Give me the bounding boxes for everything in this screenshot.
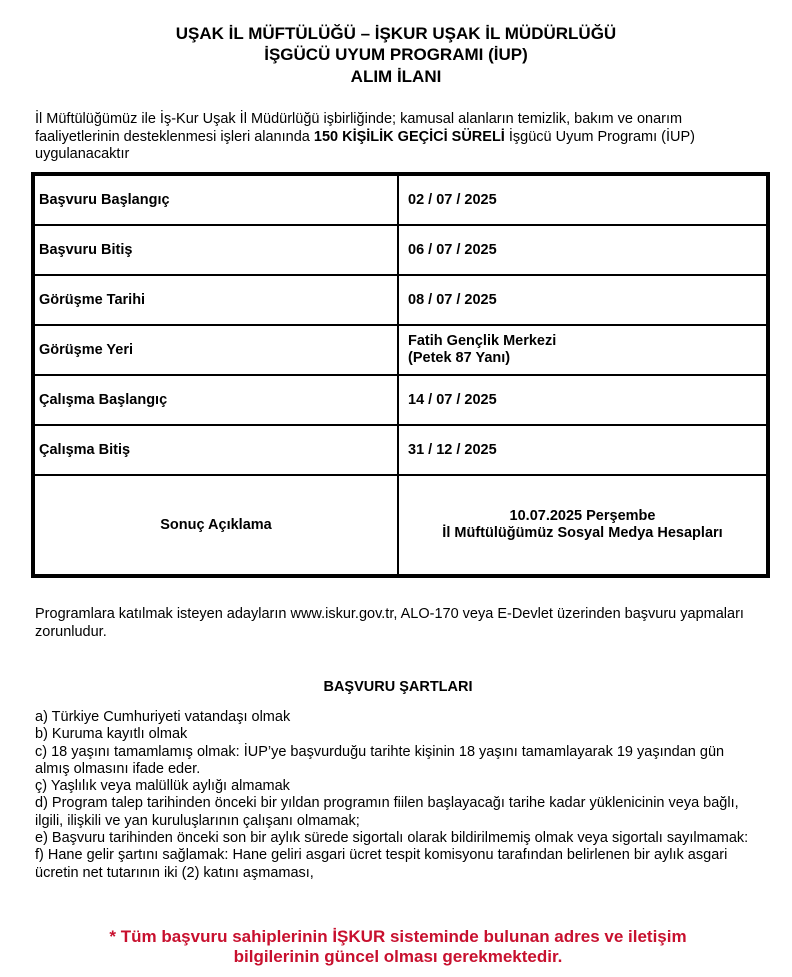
table-row [34,325,767,375]
row-label: Çalışma Başlangıç [34,375,398,425]
list-item: c) 18 yaşını tamamlamış olmak: İUP’ye başvurduğu tarihte kişinin 18 yaşını tamamlayarak 19 yaşından gün almış olmasını ifade eder. [35,743,725,777]
warning-line-1: * Tüm başvuru sahiplerinin İŞKUR sisteminde bulunan adres ve iletişim [109,927,687,946]
list-item: d) Program talep tarihinden önceki bir yıldan programın fiilen başlayacağı tarihe kadar yüklenicinin veya bağlı, ilgili, ilişkili ve yan kuruluşlarının çalışanı olmamak; [35,795,739,829]
requirements-list [35,709,760,882]
list-item: a) Türkiye Cumhuriyeti vatandaşı olmak [35,709,291,725]
requirements-title: BAŞVURU ŞARTLARI [323,679,473,695]
row-label: Başvuru Bitiş [34,225,398,275]
list-item: e) Başvuru tarihinden önceki son bir aylık sürede sigortalı olarak bildirilmemiş olmak veya sigortalı sayılmamak: [35,830,749,847]
list-item: ç) Yaşlılık veya malüllük aylığı almamak [35,778,290,795]
table-row [34,275,767,325]
table-row [34,175,767,225]
table-row-result [34,475,767,575]
header-title-line-3: ALIM İLANI [350,67,442,86]
row-value: 14 / 07 / 2025 [398,375,767,425]
row-label: Çalışma Bitiş [34,425,398,475]
intro-text-end: İşgücü Uyum Programı (İUP) uygulanacaktır [35,128,696,162]
warning-line-2: bilgilerinin güncel olması gerekmektedir. [233,947,563,966]
result-date: 10.07.2025 Perşembe [509,508,656,524]
location-line-2: (Petek 87 Yanı) [408,350,511,366]
table-row [34,225,767,275]
schedule-table [31,172,770,578]
result-value [398,475,767,575]
list-item: f) Hane gelir şartını sağlamak: Hane geliri asgari ücret tespit komisyonu tarafından belirlenen bir aylık asgari ücretin net tutarının iki (2) katını aşmaması, [35,847,728,881]
intro-text-start: İl Müftülüğümüz ile İş-Kur Uşak İl Müdürlüğü işbirliğinde; kamusal alanların temizlik, bakım ve onarım faaliyetlerinin desteklenmesi işleri alanında [35,111,683,145]
warning-note [0,927,792,967]
location-line-1: Fatih Gençlik Merkezi [408,333,557,349]
application-note: Programlara katılmak isteyen adayların www.iskur.gov.tr, ALO-170 veya E-Devlet üzerinden başvuru yapmaları zorunludur. [35,606,744,640]
list-item: b) Kuruma kayıtlı olmak [35,726,188,743]
intro-paragraph [35,111,760,164]
header-title-line-2: İŞGÜCÜ UYUM PROGRAMI (İUP) [264,45,528,64]
row-value: 02 / 07 / 2025 [398,175,767,225]
row-value: 06 / 07 / 2025 [398,225,767,275]
header-title-line-1: UŞAK İL MÜFTÜLÜĞÜ – İŞKUR UŞAK İL MÜDÜRLÜĞÜ [175,24,617,43]
row-label: Görüşme Tarihi [34,275,398,325]
intro-bold-text: 150 KİŞİLİK GEÇİCİ SÜRELİ [313,128,505,145]
table-row [34,375,767,425]
result-label: Sonuç Açıklama [34,475,398,575]
table-row [34,425,767,475]
result-channel: İl Müftülüğümüz Sosyal Medya Hesapları [442,525,723,541]
row-value: 08 / 07 / 2025 [398,275,767,325]
row-value: 31 / 12 / 2025 [398,425,767,475]
row-value [398,325,767,375]
row-label: Başvuru Başlangıç [34,175,398,225]
row-label: Görüşme Yeri [34,325,398,375]
